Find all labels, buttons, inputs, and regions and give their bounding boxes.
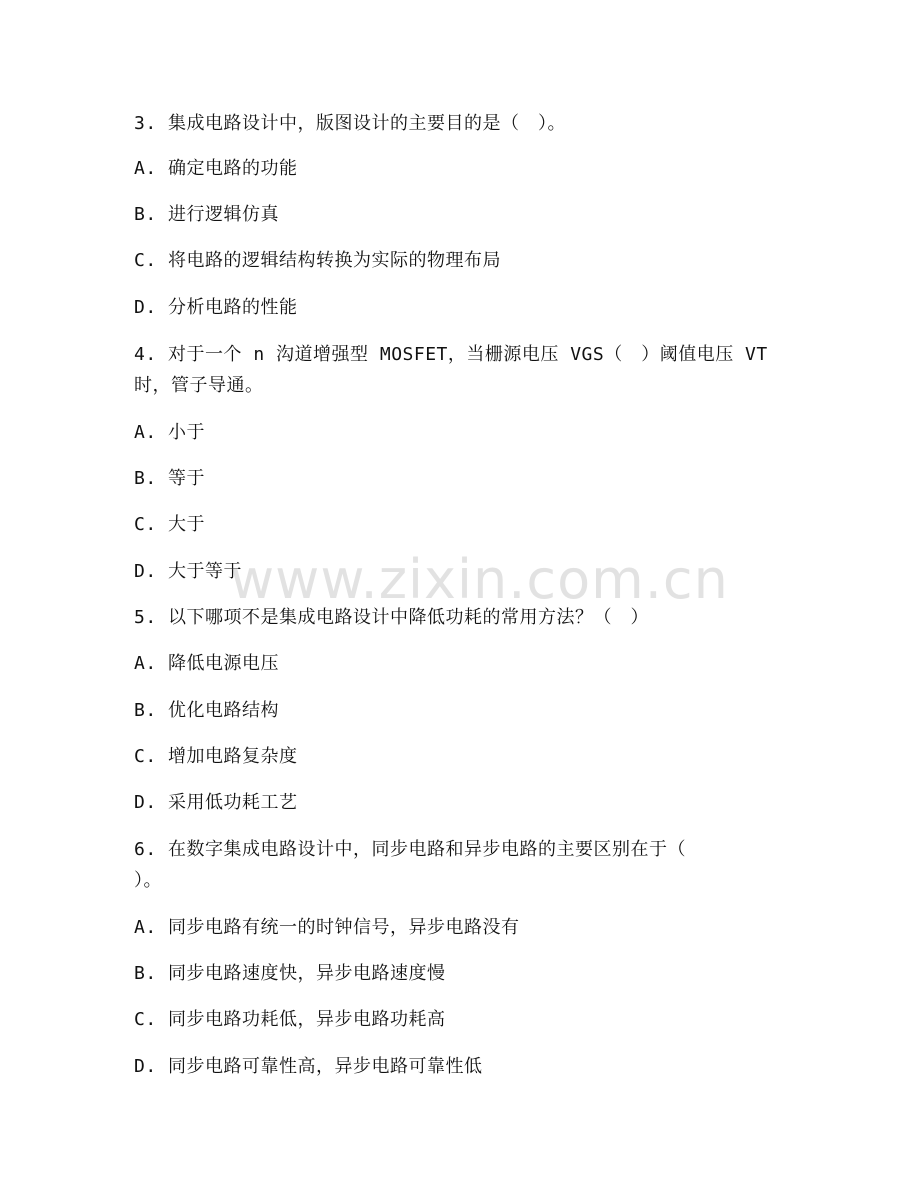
question-5-option-d: D. 采用低功耗工艺	[134, 792, 298, 813]
question-6-stem-line-1: 6. 在数字集成电路设计中，同步电路和异步电路的主要区别在于（	[134, 839, 687, 860]
question-3-stem: 3. 集成电路设计中，版图设计的主要目的是（ ）。	[134, 113, 567, 134]
question-6-option-b: B. 同步电路速度快，异步电路速度慢	[134, 963, 446, 984]
question-4-option-d: D. 大于等于	[134, 561, 243, 582]
question-4-option-b: B. 等于	[134, 468, 206, 489]
question-4-option-c: C. 大于	[134, 514, 206, 535]
question-5-stem: 5. 以下哪项不是集成电路设计中降低功耗的常用方法？（ ）	[134, 607, 650, 628]
question-3-option-c: C. 将电路的逻辑结构转换为实际的物理布局	[134, 250, 502, 271]
question-3-option-a: A. 确定电路的功能	[134, 158, 298, 179]
question-5-option-c: C. 增加电路复杂度	[134, 746, 298, 767]
question-3-option-b: B. 进行逻辑仿真	[134, 204, 280, 225]
question-6-stem-line-2: ）。	[134, 870, 162, 891]
question-4-stem-line-1: 4. 对于一个 n 沟道增强型 MOSFET，当栅源电压 VGS（ ）阈值电压 VT	[134, 344, 768, 365]
question-4-stem-line-2: 时，管子导通。	[134, 375, 264, 396]
question-6-option-d: D. 同步电路可靠性高，异步电路可靠性低	[134, 1056, 483, 1077]
watermark: www.zixin.com.cn	[230, 548, 729, 611]
question-6-option-a: A. 同步电路有统一的时钟信号，异步电路没有	[134, 917, 520, 938]
question-4-option-a: A. 小于	[134, 422, 206, 443]
question-6-option-c: C. 同步电路功耗低，异步电路功耗高	[134, 1009, 446, 1030]
question-5-option-b: B. 优化电路结构	[134, 700, 280, 721]
question-3-option-d: D. 分析电路的性能	[134, 297, 298, 318]
question-5-option-a: A. 降低电源电压	[134, 653, 280, 674]
